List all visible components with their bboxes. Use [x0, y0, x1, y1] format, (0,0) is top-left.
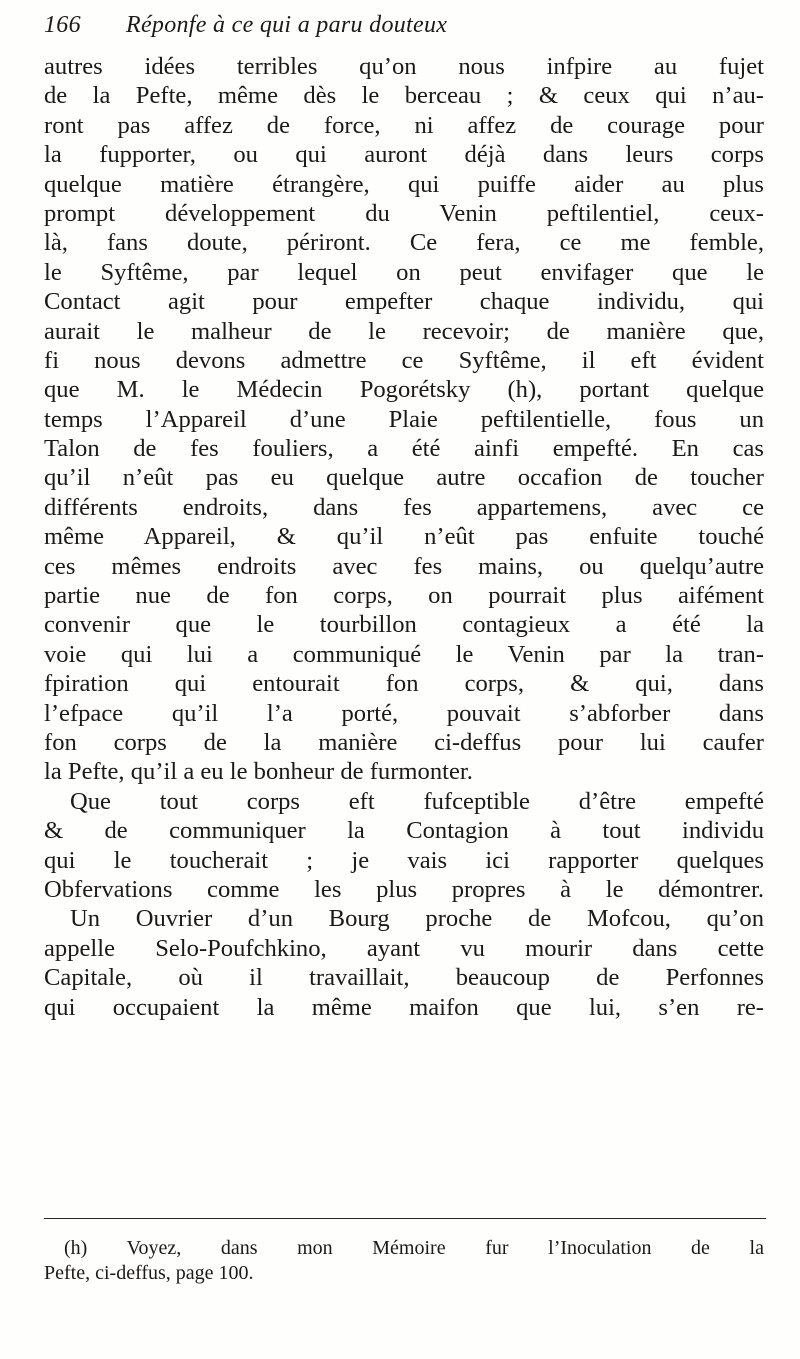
text-line: fon corps de la manière ci-deffus pour lui caufer: [44, 728, 764, 756]
text-line: aurait le malheur de le recevoir; de manière que,: [44, 317, 764, 345]
text-line: quelque matière étrangère, qui puiffe aider au plus: [44, 170, 764, 198]
text-line: partie nue de fon corps, on pourrait plus aifément: [44, 582, 764, 610]
text-line: l’efpace qu’il l’a porté, pouvait s’abforber dans: [44, 699, 764, 727]
text-line: fi nous devons admettre ce Syftême, il eft évident: [44, 346, 764, 374]
text-line: même Appareil, & qu’il n’eût pas enfuite touché: [44, 523, 764, 551]
text-line: ces mêmes endroits avec fes mains, ou quelqu’autre: [44, 552, 764, 580]
text-line: qui occupaient la même maifon que lui, s’en re-: [44, 993, 764, 1021]
text-line: différents endroits, dans fes appartemens, avec ce: [44, 493, 764, 521]
paragraph-first-line: Un Ouvrier d’un Bourg proche de Mofcou, qu’on: [70, 905, 764, 933]
text-line: Contact agit pour empefter chaque individu, qui: [44, 288, 764, 316]
paragraph-first-line: Que tout corps eft fufceptible d’être empefté: [70, 787, 764, 815]
text-line: voie qui lui a communiqué le Venin par la tran-: [44, 640, 764, 668]
text-line: la fupporter, ou qui auront déjà dans leurs corps: [44, 141, 764, 169]
body-text: [44, 52, 764, 1022]
footnote-line: (h) Voyez, dans mon Mémoire fur l’Inoculation de la: [64, 1237, 764, 1259]
text-line: de la Pefte, même dès le berceau ; & ceux qui n’au-: [44, 82, 764, 110]
running-head: [44, 8, 764, 48]
text-line: Talon de fes fouliers, a été ainfi empefté. En cas: [44, 435, 764, 463]
text-line: Capitale, où il travaillait, beaucoup de Perfonnes: [44, 964, 764, 992]
footnote: [44, 1236, 764, 1286]
text-line: qu’il n’eût pas eu quelque autre occafion de toucher: [44, 464, 764, 492]
page-number: 166: [44, 12, 81, 38]
text-line: ront pas affez de force, ni affez de courage pour: [44, 111, 764, 139]
text-line: autres idées terribles qu’on nous infpire au fujet: [44, 53, 764, 80]
running-title: Réponfe à ce qui a paru douteux: [126, 12, 448, 38]
text-line: qui le toucherait ; je vais ici rapporter quelques: [44, 846, 764, 874]
footnote-line: Pefte, ci-deffus, page 100.: [44, 1262, 254, 1284]
text-line: appelle Selo-Poufchkino, ayant vu mourir dans cette: [44, 934, 764, 962]
text-line: fpiration qui entourait fon corps, & qui, dans: [44, 670, 764, 698]
footnote-divider: [44, 1218, 766, 1219]
text-line: que M. le Médecin Pogorétsky (h), portant quelque: [44, 376, 764, 404]
text-line: temps l’Appareil d’une Plaie peftilentielle, fous un: [44, 405, 764, 433]
text-line: là, fans doute, périront. Ce fera, ce me femble,: [44, 229, 764, 257]
text-line: le Syftême, par lequel on peut envifager que le: [44, 258, 764, 286]
text-line: la Pefte, qu’il a eu le bonheur de furmonter.: [44, 758, 473, 786]
text-line: & de communiquer la Contagion à tout individu: [44, 817, 764, 845]
text-line: Obfervations comme les plus propres à le démontrer.: [44, 875, 764, 903]
text-line: prompt développement du Venin peftilentiel, ceux-: [44, 199, 764, 227]
text-line: convenir que le tourbillon contagieux a été la: [44, 611, 764, 639]
